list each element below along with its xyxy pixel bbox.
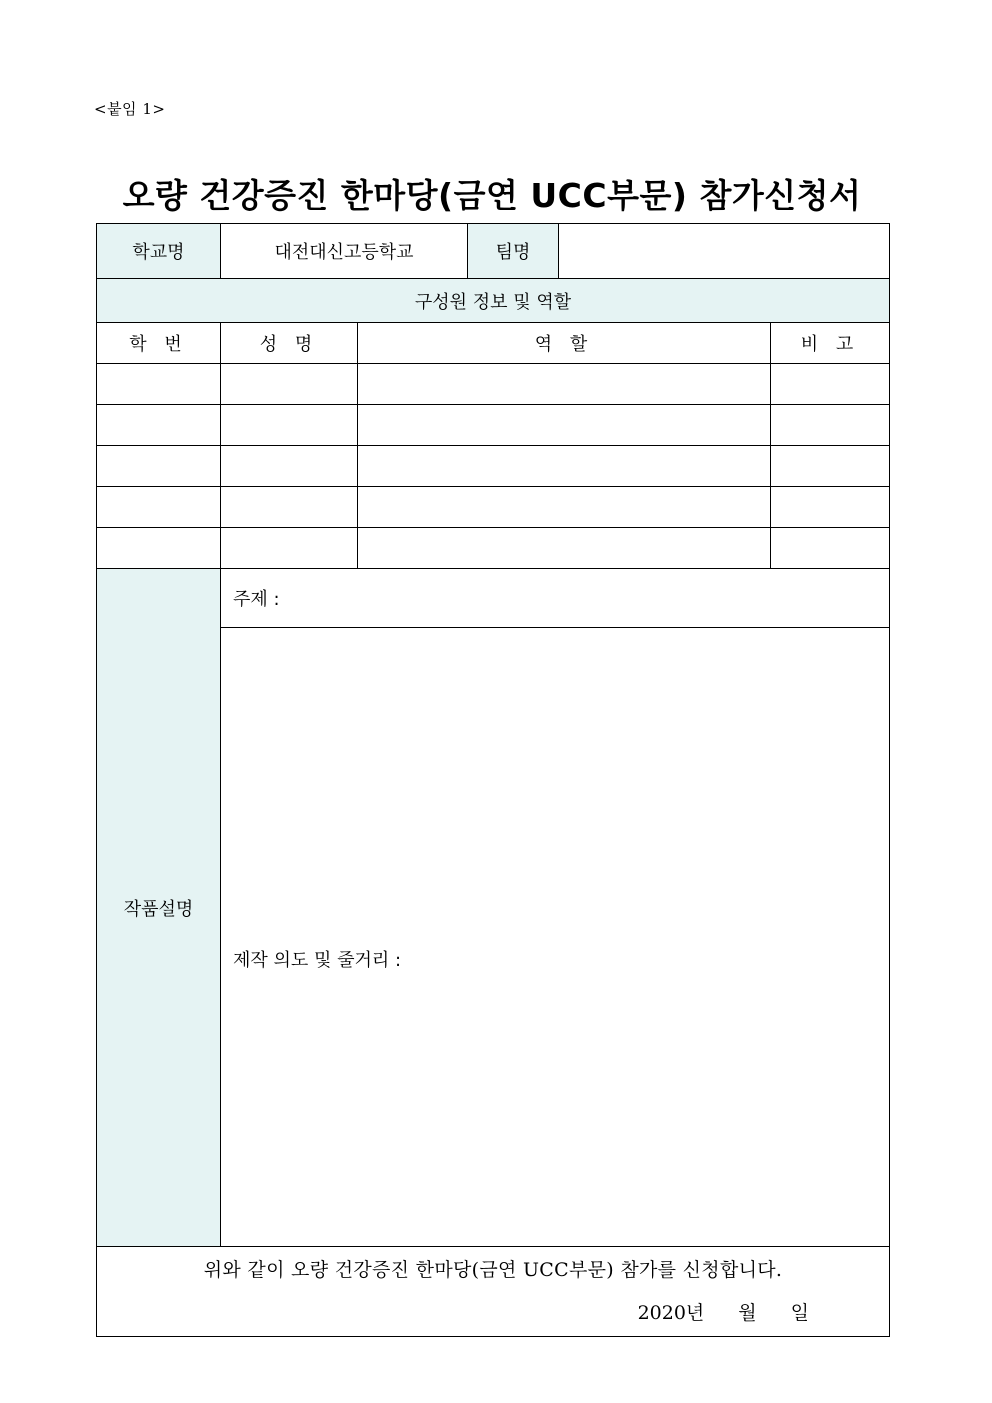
- intent-field[interactable]: [221, 628, 890, 1247]
- date-year: 2020년: [637, 1301, 705, 1324]
- section-row: [97, 279, 890, 323]
- subject-label: 주제 :: [233, 589, 280, 610]
- subject-field[interactable]: [221, 569, 890, 628]
- school-value-field[interactable]: 대전대신고등학교: [221, 224, 468, 279]
- column-header-name: 성 명: [221, 323, 358, 364]
- member-role-cell[interactable]: [358, 487, 771, 528]
- team-label: 팀명: [468, 224, 559, 279]
- member-name-cell[interactable]: [221, 487, 358, 528]
- member-name-cell[interactable]: [221, 528, 358, 569]
- application-form-table: [96, 223, 890, 1337]
- member-note-cell[interactable]: [771, 487, 890, 528]
- intent-label: 제작 의도 및 줄거리 :: [233, 949, 402, 971]
- date-month: 월: [738, 1301, 757, 1324]
- date-day: 일: [790, 1301, 810, 1324]
- member-row: [97, 487, 890, 528]
- member-row: [97, 446, 890, 487]
- member-student-id-cell[interactable]: [97, 528, 221, 569]
- member-role-cell[interactable]: [358, 528, 771, 569]
- member-row: [97, 364, 890, 405]
- column-header-row: [97, 323, 890, 364]
- member-name-cell[interactable]: [221, 405, 358, 446]
- work-description-label: 작품설명: [97, 569, 221, 1247]
- attachment-label: <붙임 1>: [94, 100, 166, 118]
- member-student-id-cell[interactable]: [97, 487, 221, 528]
- member-role-cell[interactable]: [358, 446, 771, 487]
- member-note-cell[interactable]: [771, 446, 890, 487]
- member-role-cell[interactable]: [358, 405, 771, 446]
- member-note-cell[interactable]: [771, 364, 890, 405]
- member-name-cell[interactable]: [221, 364, 358, 405]
- member-note-cell[interactable]: [771, 405, 890, 446]
- date-line: [97, 1298, 889, 1325]
- member-student-id-cell[interactable]: [97, 446, 221, 487]
- column-header-note: 비 고: [771, 323, 890, 364]
- page-title: 오량 건강증진 한마당(금연 UCC부문) 참가신청서: [122, 176, 862, 215]
- member-student-id-cell[interactable]: [97, 405, 221, 446]
- school-label: 학교명: [97, 224, 221, 279]
- section-title: 구성원 정보 및 역할: [97, 279, 890, 323]
- subject-row: [97, 569, 890, 628]
- declaration-row: [97, 1247, 890, 1337]
- member-student-id-cell[interactable]: [97, 364, 221, 405]
- member-row: [97, 405, 890, 446]
- column-header-student-id: 학 번: [97, 323, 221, 364]
- member-note-cell[interactable]: [771, 528, 890, 569]
- declaration-cell: [97, 1247, 890, 1337]
- declaration-text: 위와 같이 오량 건강증진 한마당(금연 UCC부문) 참가를 신청합니다.: [203, 1258, 783, 1281]
- column-header-role: 역 할: [358, 323, 771, 364]
- school-row: [97, 224, 890, 279]
- member-name-cell[interactable]: [221, 446, 358, 487]
- team-value-field[interactable]: [559, 224, 890, 279]
- member-role-cell[interactable]: [358, 364, 771, 405]
- member-row: [97, 528, 890, 569]
